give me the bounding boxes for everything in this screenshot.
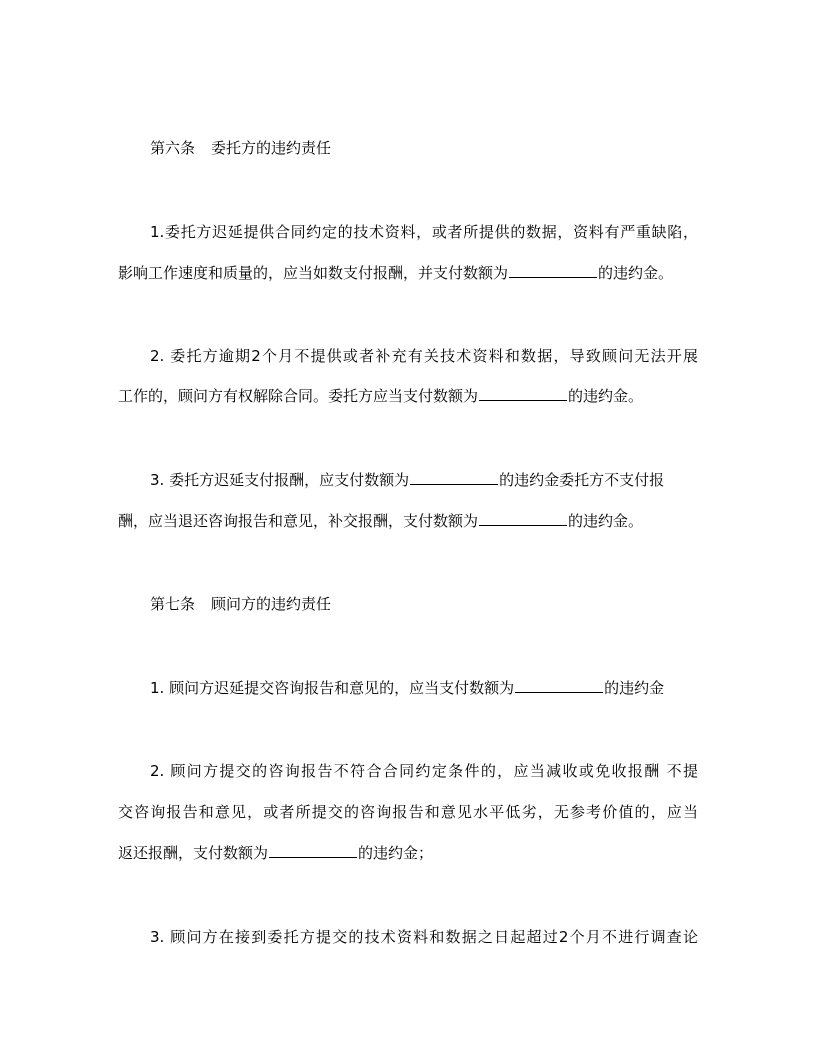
- blank-field: [479, 524, 567, 526]
- article-6-item-3-line-1: 3. 委托方迟延支付报酬，应支付数额为 的违约金委托方不支付报: [150, 471, 665, 489]
- article-7-item-3-line-1: 3. 顾问方在接到委托方提交的技术资料和数据之日起超过2个月不进行调查论: [150, 928, 698, 946]
- article-6-item-1-line-2: 影响工作速度和质量的，应当如数支付报酬，并支付数额为 的违约金。: [118, 264, 674, 282]
- article-6-number: 第六条: [150, 139, 196, 157]
- article-7-heading: [118, 593, 698, 615]
- blank-field: [515, 691, 603, 693]
- article-7-item-2-line-1: 2. 顾问方提交的咨询报告不符合合同约定条件的，应当减收或免收报酬 不提: [150, 762, 698, 780]
- article-7-item-1-line-1: 1. 顾问方迟延提交咨询报告和意见的，应当支付数额为 的违约金: [150, 679, 665, 697]
- article-7-item-2-line-3: 返还报酬，支付数额为 的违约金；: [118, 844, 434, 862]
- blank-field: [479, 399, 567, 401]
- blank-field: [410, 483, 498, 485]
- blank-field: [509, 276, 597, 278]
- blank-field: [269, 856, 357, 858]
- article-7-title: 顾问方的违约责任: [211, 595, 332, 613]
- article-6-item-2-line-2: 工作的，顾问方有权解除合同。委托方应当支付数额为 的违约金。: [118, 387, 644, 405]
- article-6-item-3-line-2: 酬，应当退还咨询报告和意见，补交报酬，支付数额为 的违约金。: [118, 512, 644, 530]
- article-6-item-1-line-1: 1.委托方迟延提供合同约定的技术资料，或者所提供的数据，资料有严重缺陷，: [150, 223, 698, 241]
- article-6-title: 委托方的违约责任: [211, 139, 332, 157]
- article-7-number: 第七条: [150, 595, 196, 613]
- article-7-item-2-line-2: 交咨询报告和意见，或者所提交的咨询报告和意见水平低劣，无参考价值的，应当: [118, 803, 698, 821]
- article-6-item-2-line-1: 2. 委托方逾期2个月不提供或者补充有关技术资料和数据，导致顾问无法开展: [150, 347, 698, 365]
- article-6-heading: [118, 137, 698, 159]
